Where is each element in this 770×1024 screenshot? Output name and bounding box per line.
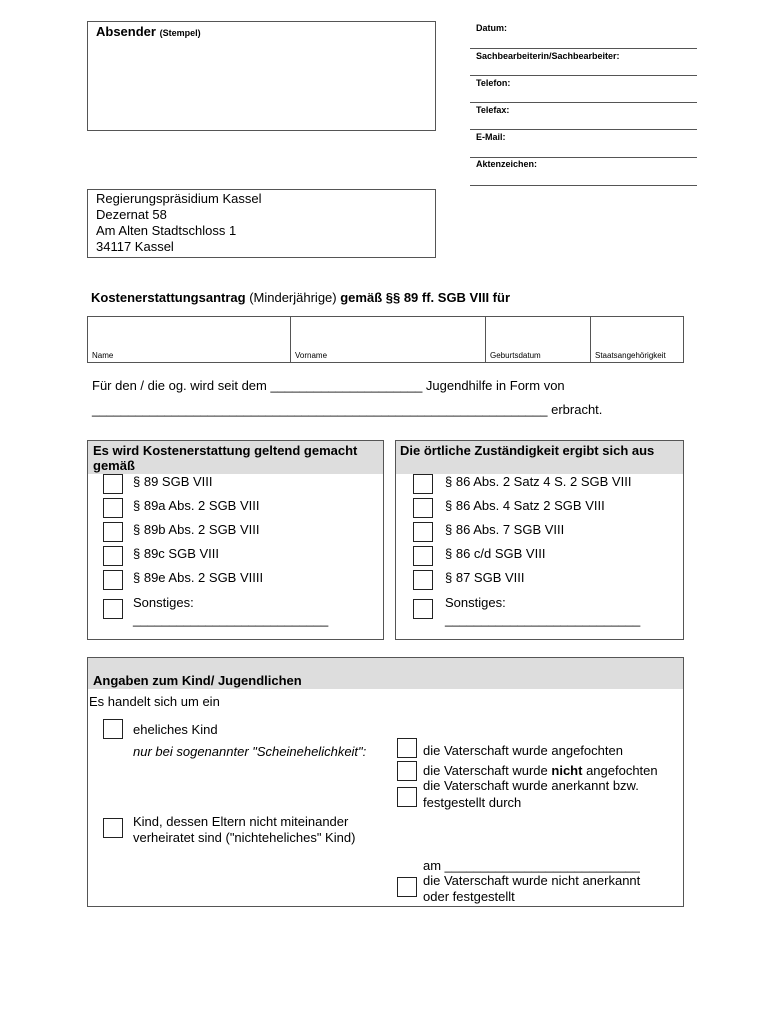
sender-box[interactable] xyxy=(87,21,436,131)
form-title: Kostenerstattungsantrag (Minderjährige) gemäß §§ 89 ff. SGB VIII für xyxy=(91,290,511,305)
first-name-cell[interactable] xyxy=(291,317,486,363)
first-name-header: Vorname xyxy=(295,351,328,360)
fax-field[interactable] xyxy=(470,129,697,130)
option-label: § 87 SGB VIII xyxy=(445,570,525,585)
paternity-acknowledged-label: die Vaterschaft wurde anerkannt bzw. xyxy=(423,778,639,793)
clerk-field[interactable] xyxy=(470,75,697,76)
recipient-line: Regierungspräsidium Kassel xyxy=(96,191,262,206)
checkbox-legitimate-child[interactable] xyxy=(103,719,123,739)
option-label: § 89a Abs. 2 SGB VIII xyxy=(133,498,260,513)
email-label: E-Mail: xyxy=(476,132,506,142)
checkbox-other-left[interactable] xyxy=(103,599,123,619)
date-field[interactable] xyxy=(470,48,697,49)
option-label: § 89 SGB VIII xyxy=(133,474,213,489)
youth-help-line-1[interactable]: Für den / die og. wird seit dem _____________________ Jugendhilfe in Form von xyxy=(92,378,565,393)
youth-help-line-2[interactable]: _______________________________________________________________ erbracht. xyxy=(92,402,603,417)
paternity-not-contested-label: die Vaterschaft wurde nicht angefochten xyxy=(423,763,658,778)
file-number-field[interactable] xyxy=(470,185,697,186)
option-label: § 86 Abs. 4 Satz 2 SGB VIII xyxy=(445,498,605,513)
date-of-recognition-field[interactable]: am ___________________________ xyxy=(423,858,640,873)
paternity-not-recognized-label: die Vaterschaft wurde nicht anerkannt oder festgestellt xyxy=(423,873,641,904)
reimbursement-header: Es wird Kostenerstattung geltend gemacht gemäß xyxy=(88,441,383,474)
checkbox-86-2[interactable] xyxy=(413,474,433,494)
checkbox-89a[interactable] xyxy=(103,498,123,518)
other-field-right[interactable]: ___________________________ xyxy=(445,612,641,627)
checkbox-illegitimate-child[interactable] xyxy=(103,818,123,838)
paternity-contested-label: die Vaterschaft wurde angefochten xyxy=(423,743,623,758)
checkbox-89c[interactable] xyxy=(103,546,123,566)
jurisdiction-header: Die örtliche Zuständigkeit ergibt sich aus xyxy=(396,441,683,474)
checkbox-paternity-not-contested[interactable] xyxy=(397,761,417,781)
other-label: Sonstiges: xyxy=(133,595,194,610)
option-label: § 86 c/d SGB VIII xyxy=(445,546,546,561)
checkbox-other-right[interactable] xyxy=(413,599,433,619)
fax-label: Telefax: xyxy=(476,105,510,115)
sender-label: Absender (Stempel) xyxy=(96,24,201,39)
legitimate-child-label: eheliches Kind xyxy=(133,722,218,737)
checkbox-86-4[interactable] xyxy=(413,498,433,518)
checkbox-paternity-acknowledged[interactable] xyxy=(397,787,417,807)
pseudo-legitimacy-note: nur bei sogenannter "Scheinehelichkeit": xyxy=(133,744,367,759)
option-label: § 86 Abs. 2 Satz 4 S. 2 SGB VIII xyxy=(445,474,632,489)
checkbox-89e[interactable] xyxy=(103,570,123,590)
checkbox-89[interactable] xyxy=(103,474,123,494)
checkbox-86-7[interactable] xyxy=(413,522,433,542)
paternity-acknowledged-label-2: festgestellt durch xyxy=(423,795,522,810)
name-header: Name xyxy=(92,351,114,360)
jurisdiction-section xyxy=(395,440,684,640)
file-number-label: Aktenzeichen: xyxy=(476,159,538,169)
recipient-line: 34117 Kassel xyxy=(96,239,174,254)
nationality-header: Staatsangehörigkeit xyxy=(595,351,666,360)
child-intro: Es handelt sich um ein xyxy=(89,694,220,709)
option-label: § 89e Abs. 2 SGB VIIII xyxy=(133,570,264,585)
recipient-box xyxy=(87,189,436,258)
other-field-left[interactable]: ___________________________ xyxy=(133,612,329,627)
email-field[interactable] xyxy=(470,157,697,158)
name-cell[interactable] xyxy=(88,317,291,363)
option-label: § 89c SGB VIII xyxy=(133,546,219,561)
recipient-line: Am Alten Stadtschloss 1 xyxy=(96,223,237,238)
reimbursement-section xyxy=(87,440,384,640)
checkbox-86cd[interactable] xyxy=(413,546,433,566)
clerk-label: Sachbearbeiterin/Sachbearbeiter: xyxy=(476,51,620,61)
birthdate-cell[interactable] xyxy=(486,317,591,363)
checkbox-paternity-contested[interactable] xyxy=(397,738,417,758)
illegitimate-child-label: Kind, dessen Eltern nicht miteinander verheiratet sind ("nichteheliches" Kind) xyxy=(133,814,356,845)
checkbox-87[interactable] xyxy=(413,570,433,590)
checkbox-paternity-not-recognized[interactable] xyxy=(397,877,417,897)
phone-field[interactable] xyxy=(470,102,697,103)
recipient-line: Dezernat 58 xyxy=(96,207,167,222)
option-label: § 89b Abs. 2 SGB VIII xyxy=(133,522,260,537)
phone-label: Telefon: xyxy=(476,78,511,88)
person-table xyxy=(87,316,684,363)
option-label: § 86 Abs. 7 SGB VIII xyxy=(445,522,565,537)
other-label: Sonstiges: xyxy=(445,595,506,610)
birthdate-header: Geburtsdatum xyxy=(490,351,541,360)
nationality-cell[interactable] xyxy=(591,317,684,363)
sender-stamp-note: (Stempel) xyxy=(159,28,201,38)
child-section-header: Angaben zum Kind/ Jugendlichen xyxy=(88,658,683,689)
checkbox-89b[interactable] xyxy=(103,522,123,542)
date-label: Datum: xyxy=(476,23,507,33)
